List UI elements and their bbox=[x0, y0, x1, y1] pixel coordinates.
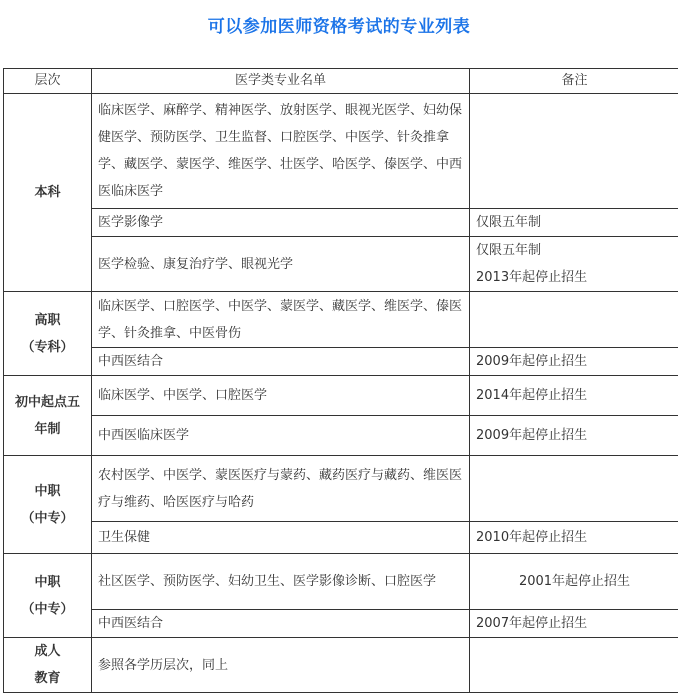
note-cell bbox=[470, 376, 678, 416]
note-text: 仅限五年制 bbox=[476, 215, 542, 230]
level-cell bbox=[4, 292, 92, 376]
header-note: 备注 bbox=[470, 69, 678, 94]
note-cell bbox=[470, 292, 678, 348]
note-text: 2001年起停止招生 bbox=[518, 574, 631, 589]
table-row bbox=[4, 638, 678, 693]
level-label: 初中起点五年制 bbox=[14, 394, 80, 437]
table-row bbox=[4, 522, 678, 554]
level-label: （中专） bbox=[21, 601, 74, 617]
table-row bbox=[4, 456, 678, 522]
majors-cell: 社区医学、预防医学、妇幼卫生、医学影像诊断、口腔医学 bbox=[92, 554, 470, 610]
level-label: （中专） bbox=[21, 510, 74, 526]
header-level: 层次 bbox=[4, 69, 92, 94]
level-cell bbox=[4, 638, 92, 693]
table-row bbox=[4, 554, 678, 610]
note-text: 2014年起停止招生 bbox=[476, 388, 588, 403]
note-cell bbox=[470, 237, 678, 292]
table-row bbox=[4, 416, 678, 456]
level-cell bbox=[4, 456, 92, 554]
table-header-row bbox=[4, 69, 678, 94]
note-cell bbox=[470, 456, 678, 522]
note-text: 2007年起停止招生 bbox=[476, 616, 588, 631]
majors-cell: 卫生保健 bbox=[92, 522, 470, 554]
note-text: 2013年起停止招生 bbox=[476, 270, 588, 285]
table-body bbox=[4, 94, 678, 693]
majors-cell: 临床医学、口腔医学、中医学、蒙医学、藏医学、维医学、傣医学、针灸推拿、中医骨伤 bbox=[92, 292, 470, 348]
note-cell bbox=[470, 554, 678, 610]
header-majors: 医学类专业名单 bbox=[92, 69, 470, 94]
level-label: 教育 bbox=[34, 671, 61, 686]
table-row bbox=[4, 376, 678, 416]
level-label: 中职 bbox=[34, 483, 61, 499]
table-row bbox=[4, 237, 678, 292]
note-text: 仅限五年制 bbox=[476, 243, 542, 258]
majors-cell: 农村医学、中医学、蒙医医疗与蒙药、藏药医疗与藏药、维医医疗与维药、哈医医疗与哈药 bbox=[92, 456, 470, 522]
table-row bbox=[4, 610, 678, 638]
page-title: 可以参加医师资格考试的专业列表 bbox=[207, 17, 471, 37]
majors-cell: 医学影像学 bbox=[92, 209, 470, 237]
majors-cell: 中西医结合 bbox=[92, 610, 470, 638]
level-label: 成人 bbox=[34, 644, 61, 659]
note-cell bbox=[470, 610, 678, 638]
majors-cell: 中西医结合 bbox=[92, 348, 470, 376]
note-text: 2010年起停止招生 bbox=[476, 530, 588, 545]
note-cell bbox=[470, 348, 678, 376]
note-cell bbox=[470, 209, 678, 237]
level-cell bbox=[4, 554, 92, 638]
level-label: （专科） bbox=[21, 339, 74, 355]
level-cell bbox=[4, 376, 92, 456]
table-row bbox=[4, 348, 678, 376]
note-cell bbox=[470, 416, 678, 456]
level-cell bbox=[4, 94, 92, 292]
note-text: 2009年起停止招生 bbox=[476, 428, 588, 443]
majors-cell: 临床医学、中医学、口腔医学 bbox=[92, 376, 470, 416]
level-label: 高职 bbox=[34, 312, 61, 328]
majors-cell: 临床医学、麻醉学、精神医学、放射医学、眼视光医学、妇幼保健医学、预防医学、卫生监督、口腔医学、中医学、针灸推拿学、藏医学、蒙医学、维医学、壮医学、哈医学、傣医学、中西医临床医学 bbox=[92, 94, 470, 209]
majors-cell: 医学检验、康复治疗学、眼视光学 bbox=[92, 237, 470, 292]
note-cell bbox=[470, 94, 678, 209]
table-row bbox=[4, 209, 678, 237]
table-row bbox=[4, 292, 678, 348]
level-label: 本科 bbox=[34, 185, 61, 200]
note-text: 2009年起停止招生 bbox=[476, 354, 588, 369]
level-label: 中职 bbox=[34, 574, 61, 590]
note-cell bbox=[470, 522, 678, 554]
majors-table bbox=[3, 68, 678, 693]
majors-cell: 参照各学历层次，同上 bbox=[92, 638, 470, 693]
table-row bbox=[4, 94, 678, 209]
note-cell bbox=[470, 638, 678, 693]
majors-cell: 中西医临床医学 bbox=[92, 416, 470, 456]
